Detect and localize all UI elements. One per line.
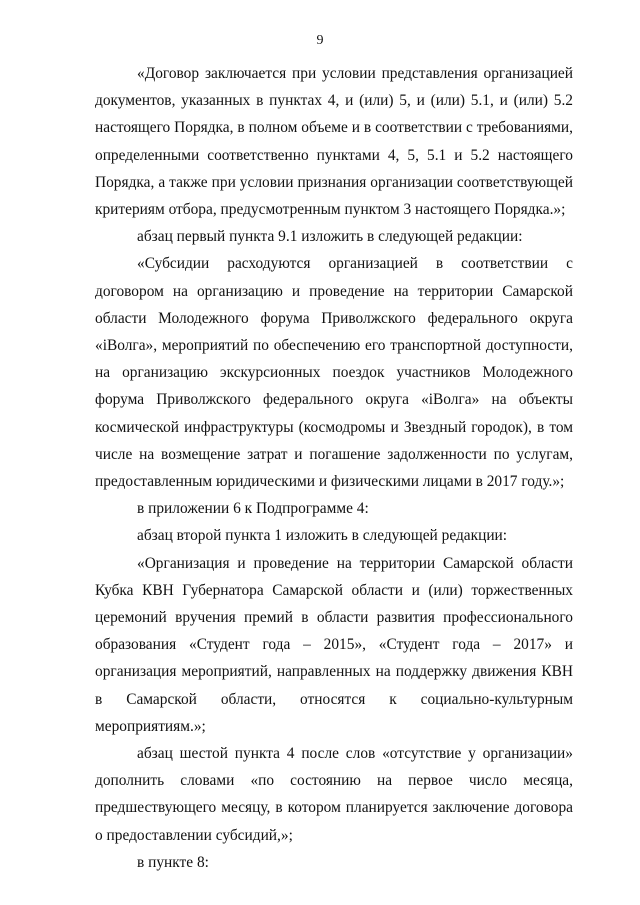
paragraph-amendment-point-4: абзац шестой пункта 4 после слов «отсутствие у организации» дополнить словами «по состоянию на первое число месяца, предшествующего месяцу, в котором планируется заключение договора о предоставлении субсидий,»; (95, 745, 573, 844)
paragraph-kvn-events: «Организация и проведение на территории Самарской области Кубка КВН Губернатора Самарской области и (или) торжественных церемоний вручения премий в области развития профессионального образования «Студент года – 2015», «Студент года – 2017» и организация мероприятий, направленных на поддержку движения КВН в Самарской области, относятся к социально-культурным мероприятиям.»; (95, 554, 573, 735)
paragraph-appendix-6: в приложении 6 к Подпрограмме 4: (137, 500, 369, 518)
page-number: 9 (316, 33, 324, 48)
paragraph-contract-conditions: «Договор заключается при условии представления организацией документов, указанных в пунктах 4, и (или) 5, и (или) 5.1, и (или) 5.2 настоящего Порядка, в полном объеме и в соответствии с требованиями, определенными соответственно пунктами 4, 5, 5.1 и 5.2 настоящего Порядка, а также при условии признания организации соответствующей критериям отбора, предусмотренным пунктом 3 настоящего Порядка.»; (95, 65, 573, 219)
paragraph-amendment-point-1: абзац второй пункта 1 изложить в следующей редакции: (137, 527, 508, 545)
document-body (95, 60, 573, 876)
paragraph-subsidies-usage: «Субсидии расходуются организацией в соответствии с договором на организацию и проведение на территории Самарской области Молодежного форума Приволжского федерального округа «iВолга», мероприятий по обеспечению его транспортной доступности, на организацию экскурсионных поездок участников Молодежного форума Приволжского федерального округа «iВолга» на объекты космической инфраструктуры (космодромы и Звездный городок), в том числе на возмещение затрат и погашение задолженности по услугам, предоставленным юридическими и физическими лицами в 2017 году.»; (95, 255, 573, 491)
paragraph-point-8: в пункте 8: (137, 853, 209, 871)
paragraph-amendment-9-1: абзац первый пункта 9.1 изложить в следующей редакции: (137, 228, 523, 246)
